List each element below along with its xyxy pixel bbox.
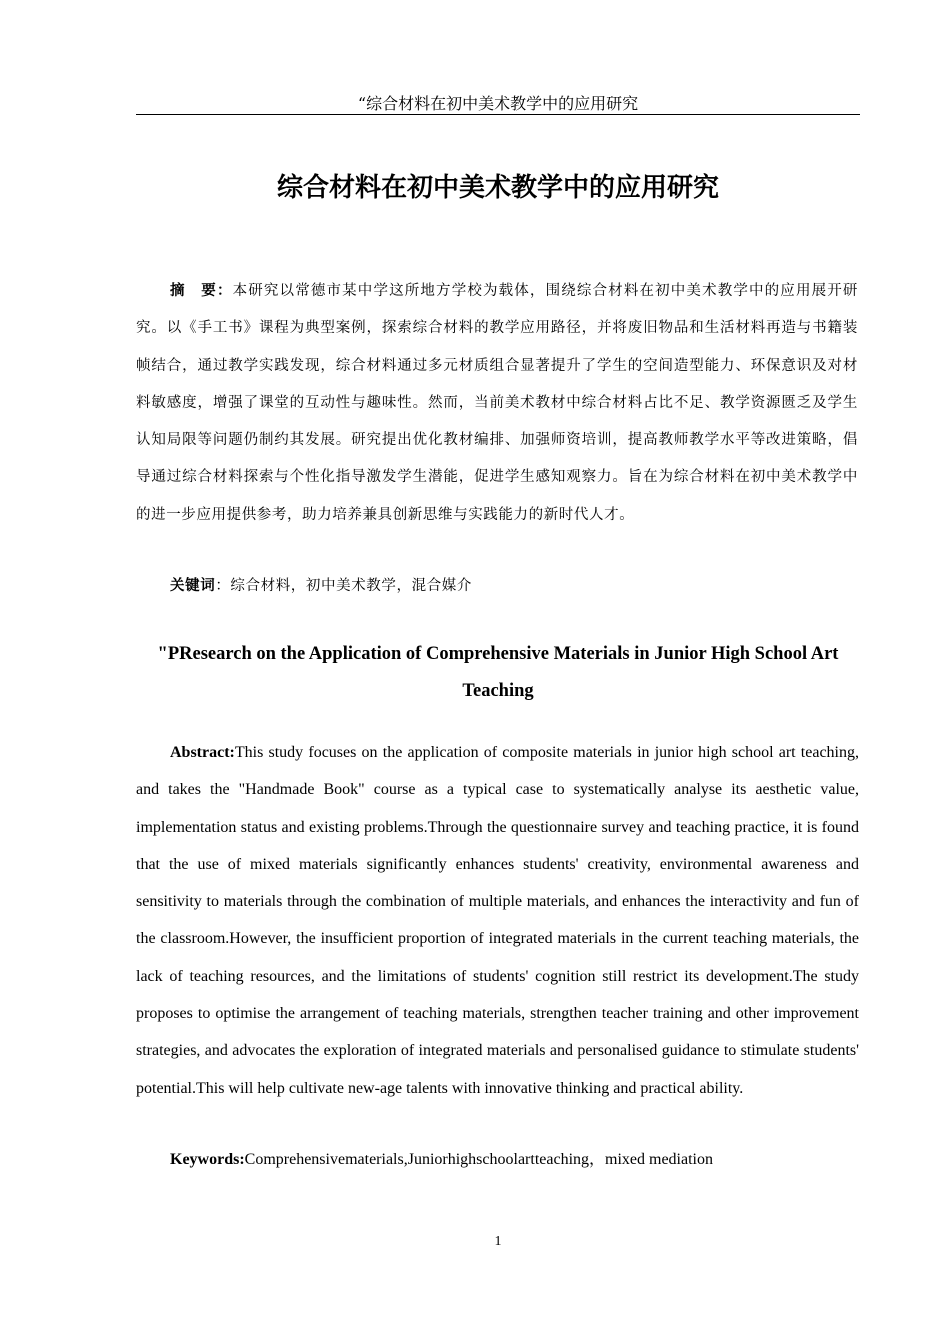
chinese-title: 综合材料在初中美术教学中的应用研究 <box>276 173 719 203</box>
running-header-text: “综合材料在初中美术教学中的应用研究 <box>357 94 639 113</box>
english-abstract-text: This study focuses on the application of composite materials in junior high school art teaching, and takes the "Handmade Book" course as a typical case to systematically analyse its aesthetic value, implementation status and existing problems.Through the questionnaire survey and teaching practice, it is found that the use of mixed materials significantly enhances students' creativity, environmental awareness and sensitivity to materials through the combination of multiple materials, and enhances the interactivity and fun of the classroom.However, the insufficient proportion of integrated materials in the current teaching materials, the lack of teaching resources, and the limitations of students' cognition still restrict its development.The study proposes to optimise the arrangement of teaching materials, strengthen teacher training and other improvement strategies, and advocates the exploration of integrated materials and personalised guidance to stimulate students' potential.This will help cultivate new-age talents with innovative thinking and practical ability. <box>136 744 859 1097</box>
english-keywords <box>170 1142 860 1178</box>
english-abstract <box>136 734 859 1107</box>
english-title: "PResearch on the Application of Comprehensive Materials in Junior High School Art Teaching <box>157 644 839 701</box>
chinese-abstract <box>136 272 858 534</box>
chinese-keywords <box>170 568 860 604</box>
chinese-keywords-label: 关键词 <box>170 577 216 594</box>
chinese-keywords-text: ：综合材料，初中美术教学，混合媒介 <box>215 578 473 594</box>
english-keywords-text: Comprehensivematerials,Juniorhighschoolartteaching，mixed mediation <box>244 1151 713 1168</box>
english-keywords-label: Keywords: <box>170 1151 245 1168</box>
english-abstract-label: Abstract: <box>170 744 235 761</box>
chinese-abstract-text: 本研究以常德市某中学这所地方学校为载体，围绕综合材料在初中美术教学中的应用展开研究。以《手工书》课程为典型案例，探索综合材料的教学应用路径，并将废旧物品和生活材料再造与书籍装帧结合，通过教学实践发现，综合材料通过多元材质组合显著提升了学生的空间造型能力、环保意识及对材料敏感度，增强了课堂的互动性与趣味性。然而，当前美术教材中综合材料占比不足、教学资源匮乏及学生认知局限等问题仍制约其发展。研究提出优化教材编排、加强师资培训，提高教师教学水平等改进策略，倡导通过综合材料探索与个性化指导激发学生潜能，促进学生感知观察力。旨在为综合材料在初中美术教学中的进一步应用提供参考，助力培养兼具创新思维与实践能力的新时代人才。 <box>136 283 859 523</box>
running-header <box>136 94 860 115</box>
chinese-abstract-label: 摘 要： <box>170 282 233 299</box>
page-number: 1 <box>494 1234 502 1249</box>
